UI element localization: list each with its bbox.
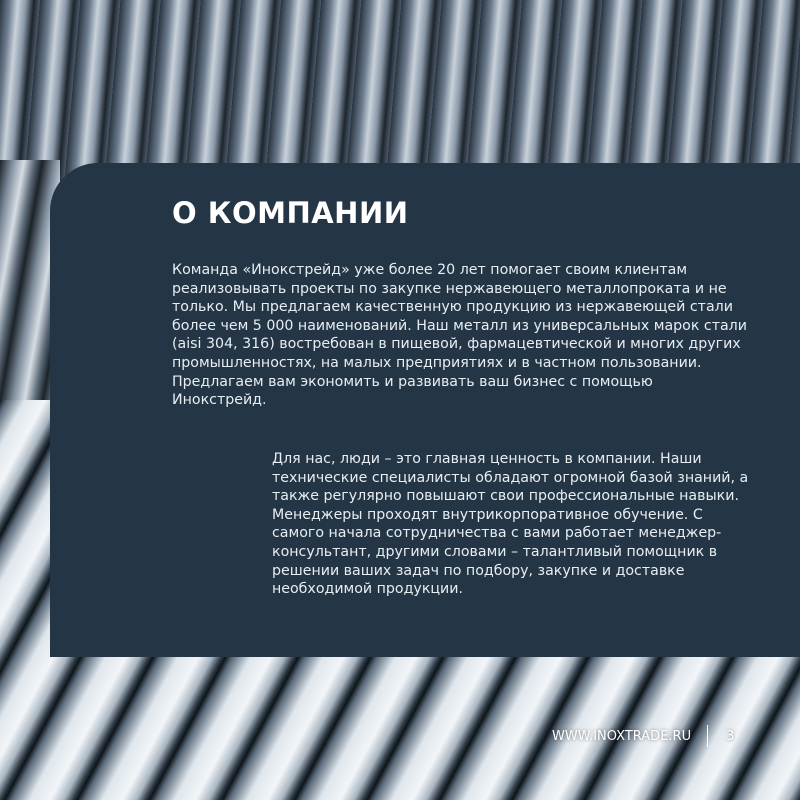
website-link[interactable]: WWW.INOXTRADE.RU [552,728,692,744]
intro-paragraph: Команда «Инокстрейд» уже более 20 лет помогает своим клиентам реализовывать проекты по закупке нержавеющего металлопроката и не только. Мы предлагаем качественную продукцию из нержавеющей стали более чем 5 000 наименований. Наш металл из универсальных марок стали (aisi 304, 316) востребован в пищевой, фармацевтической и многих других промышленностях, на малых предприятиях и в частном пользовании. Предлагаем вам экономить и развивать ваш бизнес с помощью Инокстрейд. [172,262,747,409]
page-title: О КОМПАНИИ [172,196,409,230]
page-footer [552,725,734,747]
people-paragraph: Для нас, люди – это главная ценность в компании. Наши технические специалисты обладают огромной базой знаний, а также регулярно повышают свои профессиональные навыки. Менеджеры проходят внутрикорпоративное обучение. С самого начала сотрудничества с вами работает менеджер-консультант, другими словами – талантливый помощник в решении ваших задач по подбору, закупке и доставке необходимой продукции. [272,451,749,598]
page-number: 3 [726,728,735,744]
footer-divider [707,725,708,747]
